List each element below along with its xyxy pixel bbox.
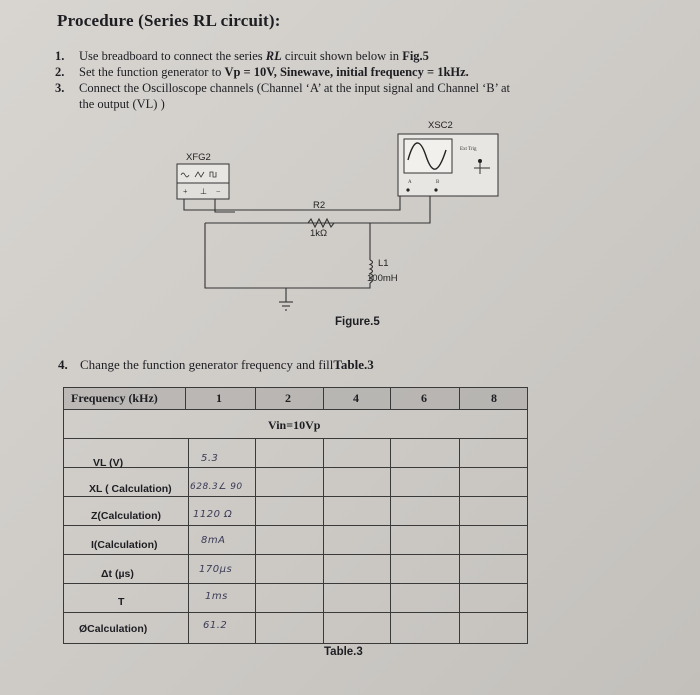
frequency-3: 4 [353, 391, 359, 405]
step-number: 2. [55, 65, 65, 79]
frequency-5: 8 [491, 391, 497, 405]
inductor-name: L1 [378, 258, 389, 269]
frequency-header: Frequency (kHz) [71, 391, 158, 405]
handwritten-phi: 61.2 [203, 620, 228, 631]
scope-label: XSC2 [428, 120, 453, 131]
step-text: Connect the Oscilloscope channels (Channel ‘A’ at the input signal and Channel ‘B’ at [79, 81, 511, 95]
handwritten-t: 1ms [205, 591, 228, 602]
common-terminal-icon: ⊥ [200, 187, 207, 196]
handwritten-vl: 5.3 [201, 453, 219, 464]
step-settings: Vp = 10V, Sinewave, initial frequency = 1kHz. [224, 65, 469, 79]
vin-label: Vin=10Vp [268, 418, 321, 432]
row-label-xl: XL ( Calculation) [89, 483, 172, 495]
ext-trig-label: Ext Trig [460, 147, 477, 152]
table-reference: Table.3 [333, 357, 374, 372]
measurement-table [63, 387, 528, 644]
ext-trig-terminal-icon [478, 159, 482, 163]
generator-label: XFG2 [186, 152, 211, 163]
resistor-name: R2 [313, 200, 326, 211]
channel-b-label: B [436, 180, 440, 185]
inductor-l1 [367, 258, 398, 284]
frequency-2: 2 [285, 391, 291, 405]
table-caption: Table.3 [324, 646, 363, 658]
channel-a-terminal-icon [406, 188, 409, 191]
figure-caption: Figure.5 [335, 316, 380, 328]
resistor-value: 1kΩ [310, 228, 328, 239]
oscilloscope [398, 120, 498, 196]
row-label-z: Z(Calculation) [91, 510, 161, 522]
ground-icon [279, 302, 293, 310]
frequency-4: 6 [421, 391, 427, 405]
circuit-wires [184, 196, 430, 302]
function-generator [177, 152, 229, 199]
step-number: 1. [55, 49, 65, 63]
row-label-dt: Δt (µs) [101, 568, 134, 580]
row-label-phi: ØCalculation) [79, 623, 148, 635]
step-emphasis: RL [265, 49, 282, 63]
handwritten-i: 8mA [201, 535, 226, 546]
step-text: Use breadboard to connect the series [79, 49, 266, 63]
row-label-i: I(Calculation) [91, 539, 158, 551]
figure-reference: Fig.5 [402, 49, 429, 63]
step-text: circuit shown below in [281, 49, 403, 63]
frequency-1: 1 [216, 391, 222, 405]
procedure-title: Procedure (Series RL circuit): [57, 11, 281, 30]
resistor-r2 [308, 200, 334, 239]
row-label-t: T [118, 596, 125, 608]
step-text: Set the function generator to [79, 65, 225, 79]
row-label-vl: VL (V) [93, 457, 124, 469]
inductor-value: 100mH [367, 273, 398, 284]
circuit-diagram [0, 0, 700, 340]
handwritten-dt: 170µs [199, 564, 233, 575]
channel-b-terminal-icon [434, 188, 437, 191]
handwritten-z: 1120 Ω [193, 509, 233, 520]
scope-screen [404, 139, 452, 173]
handwritten-xl: 628.3∠ 90 [190, 482, 243, 492]
plus-terminal-icon: + [183, 187, 188, 196]
step-number: 4. [58, 357, 68, 372]
step-text: the output (VL) ) [79, 97, 165, 111]
step-number: 3. [55, 81, 65, 95]
step-text: Change the function generator frequency and fill [80, 357, 334, 372]
channel-a-label: A [408, 180, 412, 185]
step-4 [58, 357, 374, 373]
minus-terminal-icon: − [216, 187, 221, 196]
